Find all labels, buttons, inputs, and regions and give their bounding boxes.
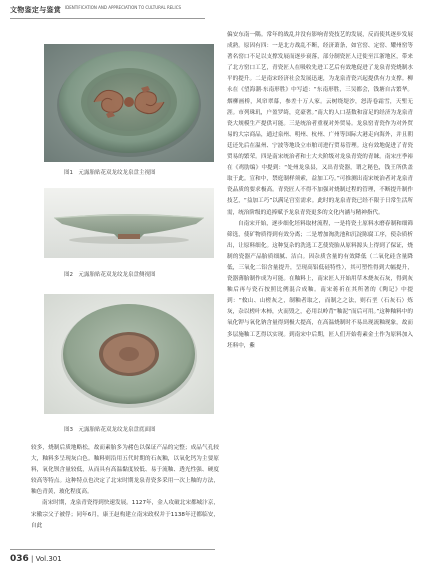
paragraph: 偏安东南一隅。常年的战乱并没有影响青瓷技艺的发展，反而使其逐步发展成熟。原因有四：一是北方战乱不断，经济萧条，如官窑、定窑、耀州窑等著名窑口不足以支撑发展而逐步衰落，部分制瓷匠人迁徙至江浙地区，带来了北方窑口工艺，青瓷匠人在吸收先进工艺后有效地促进了龙泉青瓷烧制水平的提升。二是南宋经济社会发展迅速，为龙泉青瓷兴起提供有力支撑。柳永在《望海潮·东南形胜》中写道：“东南形胜，三吴都会，钱塘自古繁华。烟柳画桥，风帘翠幕，参差十万人家。云树绕堤沙，怒涛卷霜雪，天堑无涯。市列珠玑，户盈罗绮，竞豪奢。”南大的人口基数和富足的经济为龙泉青瓷大规模生产提供可能。三是统治者重视对外贸易。龙泉窑青瓷作为对外贸易的大宗商品，通过泉州、明州、杭州、广州等国际大港走向海外，并且朝廷还先后在温州、宁波等地设立市舶司进行贸易管理。这有效地促进了青瓷贸易的繁荣。四是南宋统治者和士大夫阶级对龙泉青瓷的青睐。南宋庄季裕在《鸡肋编》中提到：“处州龙泉县，又出青瓷器，谓之秘色，钱王所供盖取于此。宣和中，禁庭制样须索，益加工巧。”可推测出南宋统治者对龙泉青瓷品质的要求极高。青瓷匠人不得不加强对烧制过程的管理，不断提升制作技艺，“益加工巧”以满足宫室需求。此时的龙泉青瓷已经不限于日常生活所需，统治阶级的追捧赋予龙泉青瓷更多的文化内涵与精神指代。 <box>227 32 413 216</box>
footer-divider <box>10 549 215 550</box>
volume-number: Vol.301 <box>35 555 62 563</box>
page-number-footer <box>10 554 62 564</box>
figure-1-photo <box>44 44 214 162</box>
header-divider <box>10 18 205 19</box>
paragraph: 较多，烧制后质地略松，故而素胎多为赭色以保证产品的完整；成品气孔较大，釉料多呈现灰白色。釉料则沿用五代时期的石灰釉，以氧化钙为主要原料，氧化钡含量较低，从而具有高温黏度较低、易于流釉、透光性强、硬度较高等特点。这种特点也决定了北宋时期龙泉青瓷多采用一次上釉的方法，釉色青黄，玻化程度高。 <box>31 445 219 496</box>
plate-side-view-image <box>44 188 214 258</box>
journal-subtitle: IDENTIFICATION AND APPRECIATION TO CULTURAL RELICS <box>65 5 182 10</box>
footer-separator: | <box>31 555 36 563</box>
figure-1-caption: 图1 元露胎贴花双龙纹龙泉盘主视图 <box>64 170 156 176</box>
figure-2-caption: 图2 元露胎贴花双龙纹龙泉盘侧视图 <box>64 272 156 278</box>
plate-top-view-image <box>44 44 214 162</box>
left-text-column <box>31 443 219 532</box>
figure-2-photo <box>44 188 214 258</box>
page-number: 036 <box>10 554 29 564</box>
figure-3-caption: 图3 元露胎贴花双龙纹龙泉盘底面图 <box>64 427 156 433</box>
paragraph: 南宋时期，龙泉青瓷得到快速发展。1127年，金人攻破北宋都城汴京，宋徽宗父子被俘；同年6月，康王赵构建立南宋政权并于1138年迁都临安，自此 <box>31 500 219 529</box>
right-text-column <box>227 30 413 352</box>
figure-3-photo <box>44 294 214 414</box>
journal-title: 文物鉴定与鉴赏 <box>10 6 62 14</box>
running-header <box>10 4 210 26</box>
paragraph: 自南宋开始，逐步细化坯料取材流程，一是将瓷土原料水磨春制和细筛筛选，使矿物质得到有效分离；二是增加淘洗池和沉淀陈腐工序，使杂质析出，让原料细化。这种复杂的洗选工艺使瓷胎从原料源头上得到了保证，烧制的瓷器产品胎质细腻、洁白。因杂质含量的有效降低（二氧化硅含量降低，三氧化二铝含量提升，呈现高铝低硅特性），其可塑性得到大幅提升，瓷器薄胎制作成为可能。在釉料上，南宋匠人开始用草木烧灰石灰，得到灰釉后再与瓷石按照比例混合成釉。南宋蒋祈在其所著的《陶记》中提到：“攸山、山槎灰之，制釉者取之，而制之之法，则石垩（石灰石）炼灰，杂以槎叶木柿，火而毁之，必用以岭背“釉泥”而后可用。”这种釉料中的氧化钾与氧化钠含量得到极大提高，在高温烧制时不易出现流釉现象，故而多层施釉工艺得以实现。到南宋中后期，匠人们开始将素金土作为原料加入坯料中，紫 <box>227 220 413 349</box>
plate-bottom-view-image <box>44 294 214 414</box>
